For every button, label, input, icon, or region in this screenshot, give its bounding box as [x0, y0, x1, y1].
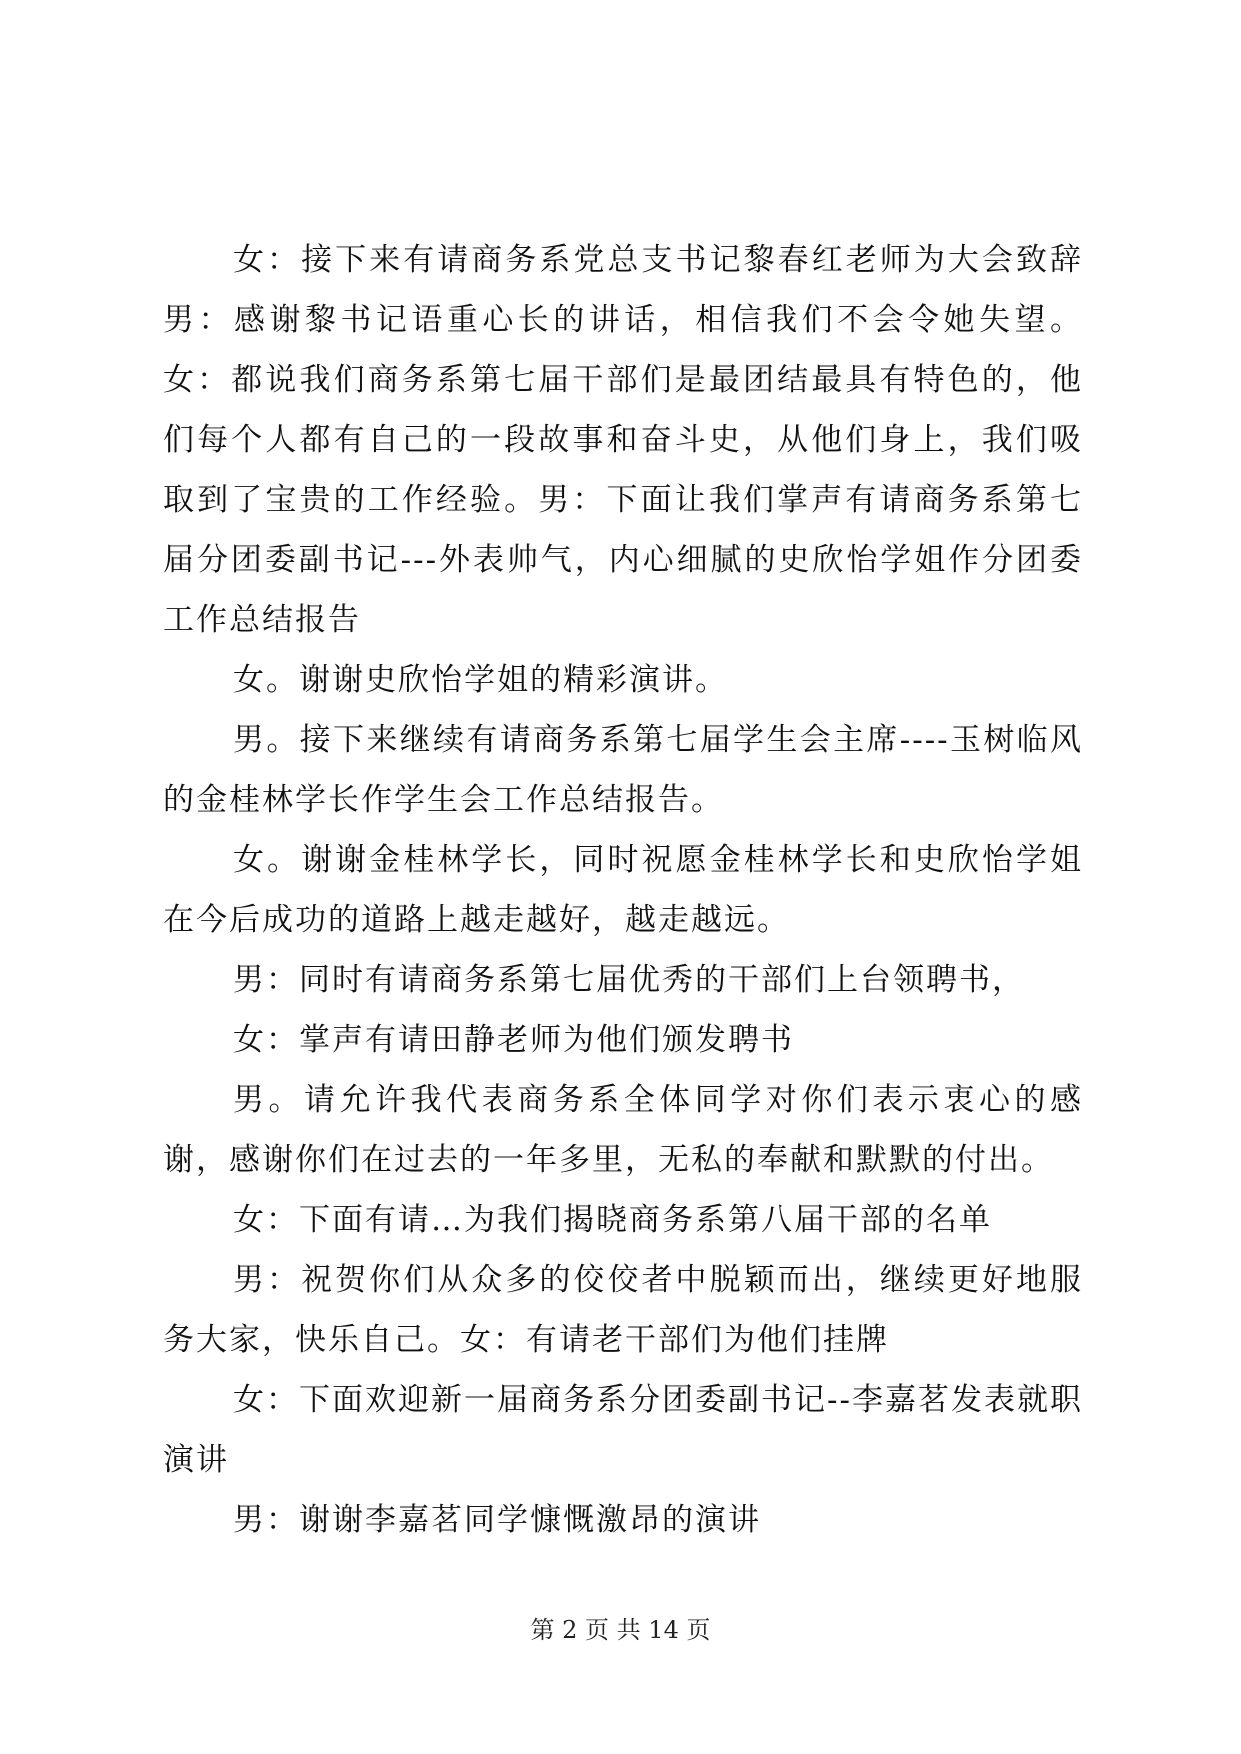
paragraph: 女：掌声有请田静老师为他们颁发聘书: [233, 1022, 794, 1058]
paragraph: 男：祝贺你们从众多的佼佼者中脱颖而出，继续更好地服务大家，快乐自己。女：有请老干部们为他们挂牌: [163, 1262, 1083, 1358]
paragraph: 女：接下来有请商务系党总支书记黎春红老师为大会致辞男：感谢黎书记语重心长的讲话，相信我们不会令她失望。女：都说我们商务系第七届干部们是最团结最具有特色的，他们每个人都有自己的一段故事和奋斗史，从他们身上，我们吸取到了宝贵的工作经验。男：下面让我们掌声有请商务系第七届分团委副书记---外表帅气，内心细腻的史欣怡学姐作分团委工作总结报告: [163, 242, 1083, 638]
paragraph: 女。谢谢史欣怡学姐的精彩演讲。: [233, 662, 728, 698]
paragraph: 女。谢谢金桂林学长，同时祝愿金桂林学长和史欣怡学姐在今后成功的道路上越走越好，越走越远。: [163, 842, 1083, 938]
paragraph: 女：下面有请…为我们揭晓商务系第八届干部的名单: [233, 1202, 992, 1238]
paragraph: 男：谢谢李嘉茗同学慷慨激昂的演讲: [233, 1502, 761, 1538]
paragraph: 男：同时有请商务系第七届优秀的干部们上台领聘书，: [233, 962, 1025, 998]
page-footer: 第 2 页 共 14 页: [530, 1616, 711, 1644]
document-body: [163, 230, 1083, 1550]
paragraph: 男。接下来继续有请商务系第七届学生会主席----玉树临风的金桂林学长作学生会工作总结报告。: [163, 722, 1083, 818]
paragraph: 女：下面欢迎新一届商务系分团委副书记--李嘉茗发表就职演讲: [163, 1382, 1083, 1478]
paragraph: 男。请允许我代表商务系全体同学对你们表示衷心的感谢，感谢你们在过去的一年多里，无私的奉献和默默的付出。: [163, 1082, 1083, 1178]
